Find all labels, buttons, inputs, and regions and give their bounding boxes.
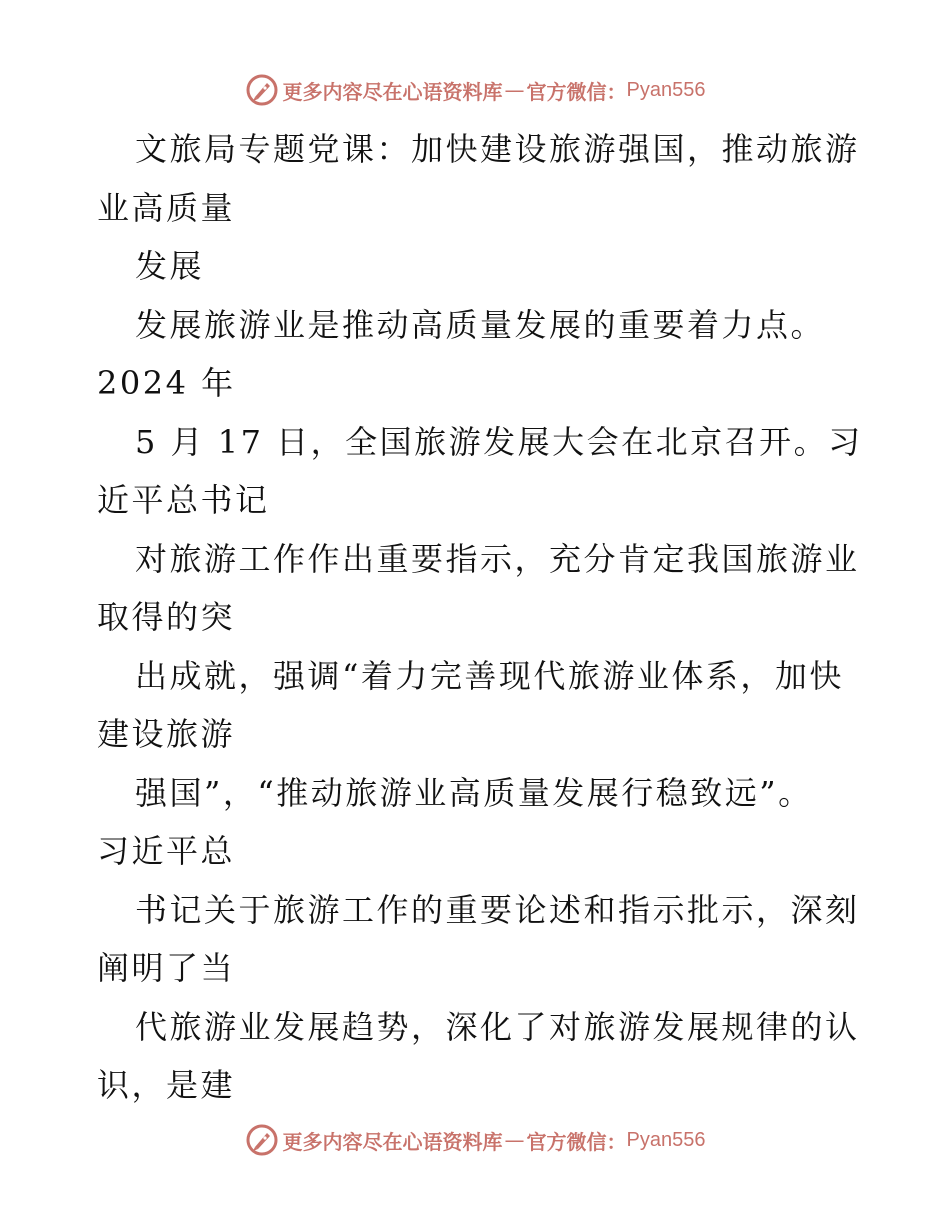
text-line: 对旅游工作作出重要指示，充分肯定我国旅游业: [135, 539, 860, 578]
text-line: 书记关于旅游工作的重要论述和指示批示，深刻: [135, 890, 860, 929]
watermark-banner-bottom: [0, 1120, 950, 1160]
watermark-text: 更多内容尽在心语资料库: [282, 79, 503, 104]
text-line: 出成就，强调“着力完善现代旅游业体系，加快: [135, 656, 844, 695]
watermark-banner-top: [0, 70, 950, 110]
text-line: 5 月 17 日，全国旅游发展大会在北京召开。习: [135, 422, 863, 461]
pen-nib-logo-icon: [245, 73, 279, 107]
text-line: 阐明了当: [97, 949, 236, 987]
text-line: 取得的突: [97, 598, 236, 636]
text-line: 发展旅游业是推动高质量发展的重要着力点。: [135, 305, 826, 344]
text-line: 建设旅游: [97, 715, 236, 753]
text-line: 文旅局专题党课：加快建设旅游强国，推动旅游: [135, 130, 860, 168]
text-line: 业高质量: [97, 188, 236, 227]
text-line: 发展: [135, 247, 205, 285]
text-line: 识，是建: [97, 1066, 236, 1104]
text-line: 代旅游业发展趋势，深化了对旅游发展规律的认: [135, 1007, 860, 1046]
text-line: 习近平总: [97, 832, 236, 870]
watermark-contact-id: Pyan556: [626, 78, 706, 101]
document-body: [97, 120, 867, 1115]
watermark-text: 更多内容尽在心语资料库: [282, 1129, 503, 1154]
watermark-separator: —: [504, 78, 525, 102]
text-line: 2024 年: [97, 364, 236, 402]
watermark-contact-label: 官方微信：: [526, 79, 627, 104]
watermark-separator: —: [504, 1128, 525, 1152]
pen-nib-logo-icon: [245, 1123, 279, 1157]
text-line: 强国”，“推动旅游业高质量发展行稳致远”。: [135, 773, 813, 812]
text-line: 近平总书记: [97, 481, 270, 519]
watermark-contact-label: 官方微信：: [526, 1129, 627, 1154]
watermark-contact-id: Pyan556: [626, 1128, 706, 1151]
